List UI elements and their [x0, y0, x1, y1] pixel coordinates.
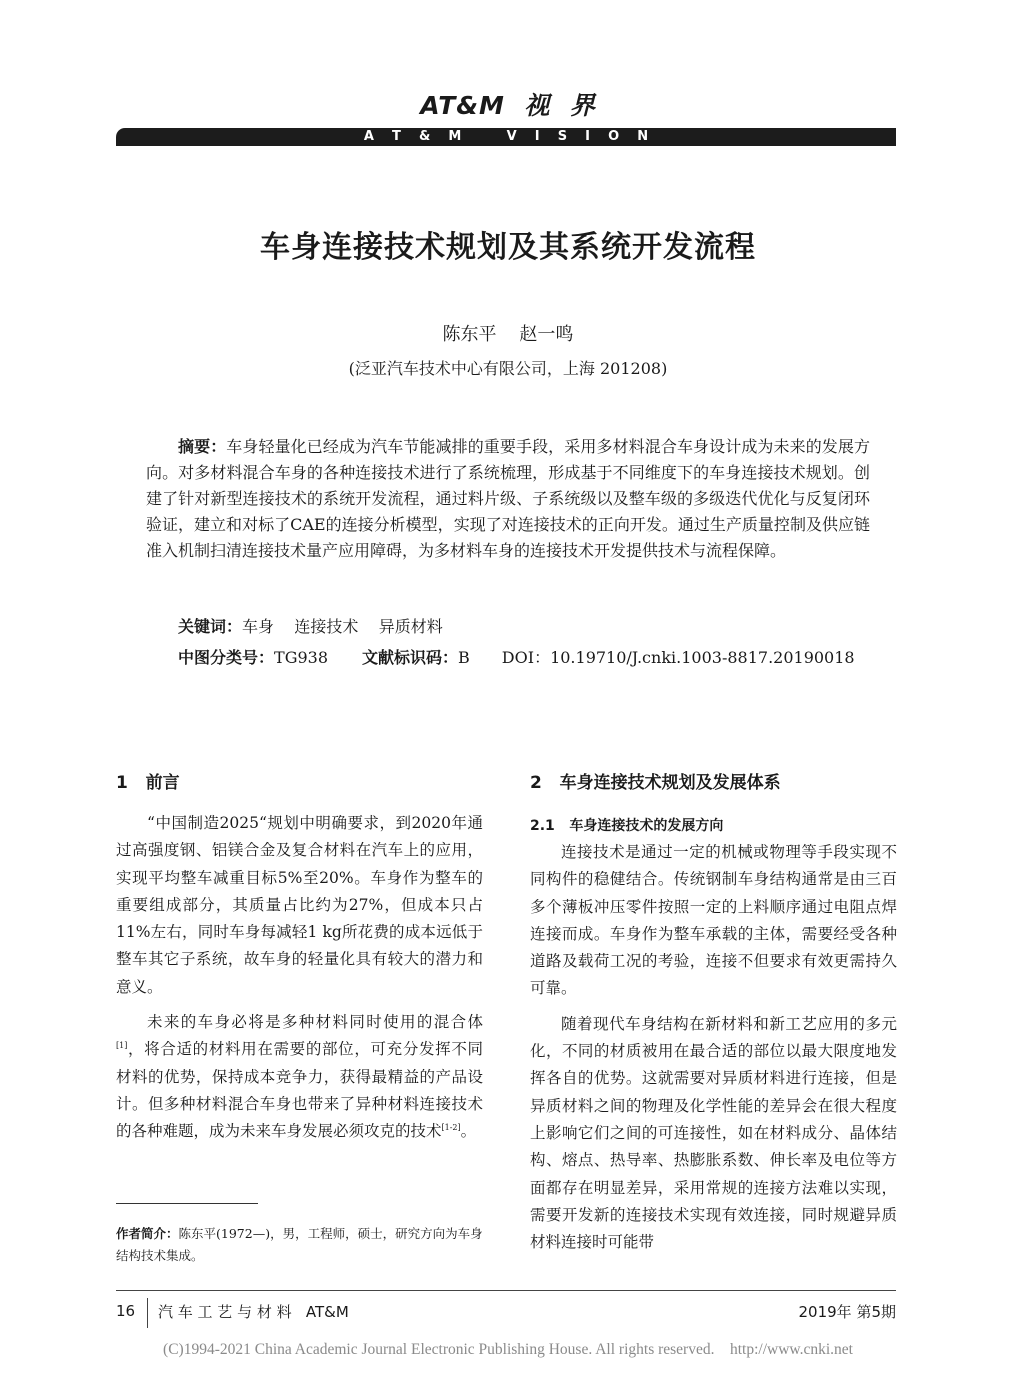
doc-code-value: B: [458, 648, 470, 667]
classification-line: [178, 645, 855, 668]
author-footnote: [116, 1223, 483, 1267]
journal-name: 汽 车 工 艺 与 材 料 AT&M: [158, 1303, 349, 1321]
keywords: [178, 614, 443, 637]
clc-value: TG938: [274, 648, 329, 667]
citation-ref-2: [1-2]: [441, 1123, 461, 1133]
issue-label: 2019年 第5期: [798, 1303, 896, 1321]
keywords-label: 关键词：: [178, 617, 243, 636]
footer-divider: [147, 1298, 148, 1328]
footnote-rule: [116, 1203, 258, 1204]
right-column: [530, 768, 897, 1256]
masthead-title: AT&M 视 界: [420, 91, 596, 120]
paragraph-2-text-b: ，将合适的材料用在需要的部位，可充分发挥不同材料的优势，保持成本竞争力，获得最精益的产品设计。但多种材料混合车身也带来了异种材料连接技术的各种难题，成为未来车身发展必须攻克的技术: [116, 1040, 483, 1141]
copyright-notice: (C)1994-2021 China Academic Journal Electronic Publishing House. All rights reserved. http://www.cnki.net: [163, 1341, 853, 1358]
section-2-1-heading: 2.1 车身连接技术的发展方向: [530, 818, 724, 834]
authors: 陈东平 赵一鸣: [442, 324, 574, 345]
section-1-heading: 1 前言: [116, 773, 180, 793]
abstract-label: 摘要：: [178, 437, 227, 456]
doi: DOI：10.19710/J.cnki.1003-8817.20190018: [501, 648, 855, 667]
section-1-paragraph-2: [116, 1009, 483, 1145]
page-number: 16: [116, 1302, 136, 1320]
paragraph-2-text-a: 未来的车身必将是多种材料同时使用的混合体: [147, 1013, 483, 1032]
section-2-paragraph-2: 随着现代车身结构在新材料和新工艺应用的多元化，不同的材质被用在最合适的部位以最大限度地发挥各自的优势。这就需要对异质材料进行连接，但是异质材料之间的物理及化学性能的差异会在很大程度上影响它们之间的可连接性，如在材料成分、晶体结构、熔点、热导率、热膨胀系数、伸长率及电位等方面都存在明显差异，采用常规的连接方法难以实现，需要开发新的连接技术实现有效连接，同时规避异质材料连接时可能带: [530, 1014, 897, 1252]
doc-code-label: 文献标识码：: [362, 648, 459, 667]
section-2-paragraph-1: 连接技术是通过一定的机械或物理等手段实现不同构件的稳健结合。传统钢制车身结构通常是由三百多个薄板冲压零件按照一定的上料顺序通过电阻点焊连接而成。车身作为整车承载的主体，需要经受各种道路及载荷工况的考验，连接不但要求有效更需持久可靠。: [530, 843, 897, 998]
section-1-paragraph-1: “中国制造2025“规划中明确要求，到2020年通过高强度钢、铝镁合金及复合材料在汽车上的应用，实现平均整车减重目标5%至20%。车身作为整车的重要组成部分，其质量占比约为27%，但成本只占11%左右，同时车身每减轻1 kg所花费的成本远低于整车其它子系统，故车身的轻量化具有较大的潜力和意义。: [116, 814, 483, 996]
article-title: 车身连接技术规划及其系统开发流程: [260, 230, 756, 265]
citation-ref-1: [1]: [116, 1041, 128, 1051]
left-column: [116, 768, 483, 1146]
footer-rule: [116, 1290, 896, 1291]
affiliation: (泛亚汽车技术中心有限公司，上海 201208): [348, 359, 668, 378]
abstract-text: 车身轻量化已经成为汽车节能减排的重要手段，采用多材料混合车身设计成为未来的发展方向。对多材料混合车身的各种连接技术进行了系统梳理，形成基于不同维度下的车身连接技术规划。创建了针对新型连接技术的系统开发流程，通过料片级、子系统级以及整车级的多级迭代优化与反复闭环验证，建立和对标了CAE的连接分析模型，实现了对连接技术的正向开发。通过生产质量控制及供应链准入机制扫清连接技术量产应用障碍，为多材料车身的连接技术开发提供技术与流程保障。: [146, 437, 870, 560]
footnote-text: 陈东平(1972—)，男，工程师，硕士，研究方向为车身结构技术集成。: [116, 1226, 483, 1263]
section-2-heading: 2 车身连接技术规划及发展体系: [530, 773, 781, 793]
keywords-text: 车身 连接技术 异质材料: [242, 617, 443, 636]
paragraph-2-text-c: 。: [460, 1122, 477, 1141]
footnote-label: 作者简介：: [116, 1226, 179, 1241]
masthead-subtitle: A T & M V I S I O N: [363, 129, 649, 144]
clc-label: 中图分类号：: [178, 648, 275, 667]
abstract: [146, 434, 870, 564]
